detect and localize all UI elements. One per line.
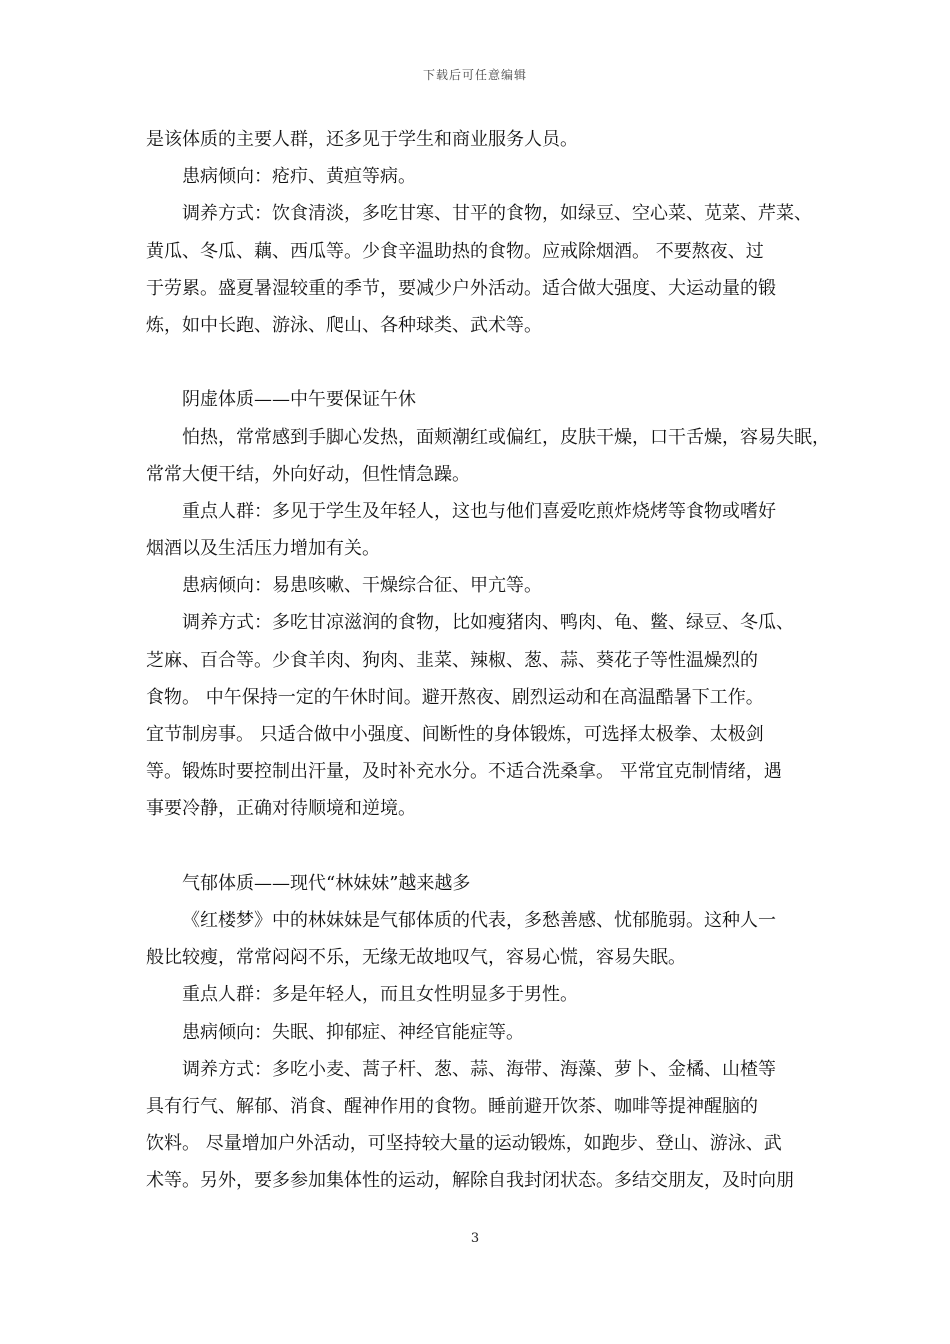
section-heading: 阴虚体质——中午要保证午休	[182, 389, 416, 411]
paragraph-line: 具有行气、解郁、消食、醒神作用的食物。睡前避开饮茶、咖啡等提神醒脑的	[146, 1095, 758, 1117]
section-gap	[146, 344, 810, 381]
paragraph-line: 患病倾向：易患咳嗽、干燥综合征、甲亢等。	[182, 575, 542, 597]
paragraph-line: 饮料。 尽量增加户外活动，可坚持较大量的运动锻炼，如跑步、登山、游泳、武	[146, 1133, 782, 1155]
paragraph-line: 调养方式：多吃甘凉滋润的食物，比如瘦猪肉、鸭肉、龟、鳖、绿豆、冬瓜、	[182, 612, 794, 634]
paragraph-line: 重点人群：多见于学生及年轻人，这也与他们喜爱吃煎炸烧烤等食物或嗜好	[182, 500, 776, 522]
paragraph-line: 烟酒以及生活压力增加有关。	[146, 538, 380, 560]
page-header: 下载后可任意编辑	[422, 68, 527, 82]
paragraph-line: 炼，如中长跑、游泳、爬山、各种球类、武术等。	[146, 314, 542, 336]
paragraph-line: 调养方式：多吃小麦、蒿子杆、葱、蒜、海带、海藻、萝卜、金橘、山楂等	[182, 1058, 776, 1080]
paragraph-line: 常常大便干结，外向好动，但性情急躁。	[146, 463, 470, 485]
paragraph-line: 芝麻、百合等。少食羊肉、狗肉、韭菜、辣椒、葱、蒜、葵花子等性温燥烈的	[146, 649, 758, 671]
section-gap	[146, 828, 810, 865]
paragraph-line: 食物。 中午保持一定的午休时间。避开熬夜、剧烈运动和在高温酷暑下工作。	[146, 686, 764, 708]
paragraph-line: 黄瓜、冬瓜、藕、西瓜等。少食辛温助热的食物。应戒除烟酒。 不要熬夜、过	[146, 240, 764, 262]
paragraph-line: 等。锻炼时要控制出汗量，及时补充水分。不适合洗桑拿。 平常宜克制情绪，遇	[146, 761, 782, 783]
paragraph-line: 是该体质的主要人群，还多见于学生和商业服务人员。	[146, 129, 578, 150]
section-heading: 气郁体质——现代“林妹妹”越来越多	[182, 872, 471, 894]
paragraph-line: 般比较瘦，常常闷闷不乐，无缘无故地叹气，容易心慌，容易失眠。	[146, 947, 686, 969]
paragraph-line: 术等。另外，要多参加集体性的运动，解除自我封闭状态。多结交朋友，及时向朋	[146, 1170, 794, 1192]
paragraph-line: 重点人群：多是年轻人，而且女性明显多于男性。	[182, 984, 578, 1006]
paragraph-line: 《红楼梦》中的林妹妹是气郁体质的代表，多愁善感、忧郁脆弱。这种人一	[182, 909, 776, 931]
paragraph-line: 宜节制房事。 只适合做中小强度、间断性的身体锻炼，可选择太极拳、太极剑	[146, 724, 764, 745]
paragraph-line: 患病倾向：失眠、抑郁症、神经官能症等。	[182, 1021, 524, 1043]
paragraph-line: 怕热，常常感到手脚心发热，面颊潮红或偏红，皮肤干燥，口干舌燥，容易失眠，	[182, 426, 830, 448]
paragraph-line: 调养方式：饮食清淡，多吃甘寒、甘平的食物，如绿豆、空心菜、苋菜、芹菜、	[182, 203, 812, 225]
paragraph-line: 事要冷静，正确对待顺境和逆境。	[146, 798, 416, 820]
paragraph-line: 患病倾向：疮疖、黄疸等病。	[182, 166, 416, 188]
page-number: 3	[470, 1231, 480, 1246]
paragraph-line: 于劳累。盛夏暑湿较重的季节，要减少户外活动。适合做大强度、大运动量的锻	[146, 277, 776, 299]
document-body	[146, 121, 830, 1199]
